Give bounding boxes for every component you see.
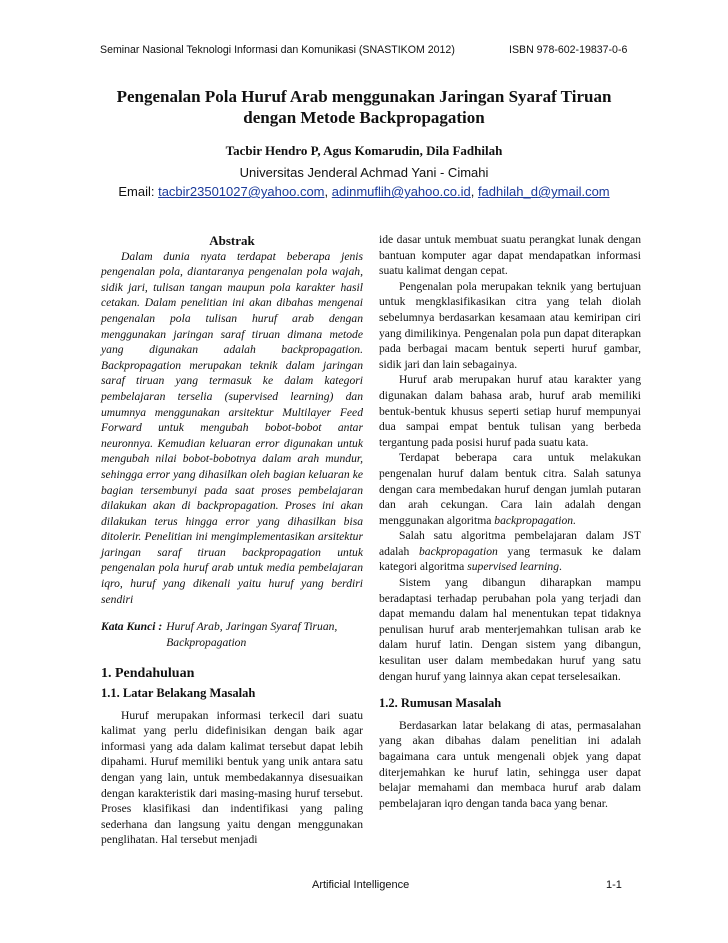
email-line: Email: tacbir23501027@yahoo.com, adinmuflih@yahoo.co.id, fadhilah_d@ymail.com [118,184,610,199]
paragraph-algoritma-jst [379,528,641,575]
paper-title-line-1: Pengenalan Pola Huruf Arab menggunakan Jaringan Syaraf Tiruan [116,87,612,106]
running-header-isbn: ISBN 978-602-19837-0-6 [509,44,628,56]
paragraph-rumusan-masalah: Berdasarkan latar belakang di atas, permasalahan yang akan dibahas dalam penelitian ini adalah bagaimana cara untuk mengenali objek yang dapat diterjemahkan ke huruf latin, sehingga user dapat belajar memahami dan membaca huruf arab dalam pembelajaran iqro dengan tanda baca yang benar. [379,718,641,810]
paragraph-cara-pengenalan [379,450,641,528]
term-supervised-learning: supervised learning [467,560,559,574]
abstract-text: Dalam dunia nyata terdapat beberapa jenis pengenalan pola, diantaranya pengenalan pola wajah, sidik jari, tulisan tangan maupun pola karakter hasil cetakan. Dalam penelitian ini akan dibahas mengenai pengenalan pola tulisan huruf arab dengan menggunakan jaringan saraf tiruan dimana metode yang digunakan adalah backpropagation. Backpropagation merupakan teknik dalam jaringan saraf tiruan yang termasuk ke dalam kategori pembelajaran terselia (supervised learning) dan umumnya menggunakan arsitektur Multilayer Feed Forward untuk mengubah bobot-bobot antar neuronnya. Kemudian keluaran error digunakan untuk mengubah nilai bobot-bobotnya dalam arah mundur, sehingga error yang dihasilkan oleh bagian keluaran ke bagian tersembunyi pada saat proses pembelajaran dilakukan akan di backpropagation. Proses ini akan dilakukan terus hingga error yang dihasilkan bisa ditolerir. Penelitian ini mengimplementasikan arsitektur jaringan saraf tiruan backpropagation untuk pengenalan pola huruf arab untuk media pembelajaran iqro, huruf yang dikenali yaitu huruf yang berdiri sendiri [101,249,363,606]
right-column [379,232,641,811]
author-list: Tacbir Hendro P, Agus Komarudin, Dila Fadhilah [225,143,503,158]
term-backpropagation: backpropagation. [494,513,576,527]
paragraph-continued: ide dasar untuk membuat suatu perangkat lunak dengan bantuan komputer agar dapat mendapatkan informasi suatu kalimat dengan cepat. [379,233,641,278]
paragraph-algoritma-jst-text-1: Salah satu algoritma pembelajaran dalam JST adalah [379,529,641,558]
paragraph-pengenalan-pola: Pengenalan pola merupakan teknik yang bertujuan untuk mengklasifikasikan citra yang telah diolah sebelumnya berdasarkan kesamaan atau kemiripan ciri yang dimilikinya. Pengenalan pola pun dapat diterapkan pada berbagai macam bentuk seperti huruf gambar, sidik jari dan lain sebagainya. [379,279,641,371]
keywords [101,619,363,650]
paper-title-line-2: dengan Metode Backpropagation [243,108,485,127]
paper-title [100,86,628,128]
email-link-1[interactable]: tacbir23501027@yahoo.com [158,184,325,199]
keywords-value: Huruf Arab, Jaringan Syaraf Tiruan, Backpropagation [166,620,338,649]
page-number: 1-1 [606,879,622,891]
paragraph-huruf-arab: Huruf arab merupakan huruf atau karakter yang digunakan dalam bahasa arab, huruf arab memiliki bentuk-bentuk khusus seperti setiap huruf mempunyai dua sampai empat bentuk tulisan yang berbeda tergantung pada posisi huruf pada suatu kata. [379,373,641,449]
paragraph-latar-belakang: Huruf merupakan informasi terkecil dari suatu kalimat yang perlu didefinisikan dengan baik agar informasi yang ada dalam kalimat tersebut dapat lebih dipahami. Huruf memiliki bentuk yang unik antara satu dengan yang lain, untuk membedakannya disesuaikan dengan karakteristik dari masing-masing huruf tersebut. Proses klasifikasi dan indentifikasi yang paling sederhana dan langsung yaitu dengan menggunakan penglihatan. Hal tersebut menjadi [101,708,363,847]
subsection-heading-latar-belakang: 1.1. Latar Belakang Masalah [101,686,256,701]
abstract-heading: Abstrak [209,233,255,248]
term-backpropagation-2: backpropagation [419,544,498,558]
left-column [101,233,363,848]
email-link-3[interactable]: fadhilah_d@ymail.com [477,184,610,199]
affiliation: Universitas Jenderal Achmad Yani - Cimahi [239,165,489,180]
paragraph-algoritma-jst-text-2: yang termasuk ke dalam kategori algoritma [379,544,642,574]
running-header-left: Seminar Nasional Teknologi Informasi dan Komunikasi (SNASTIKOM 2012) [100,44,455,56]
email-link-2[interactable]: adinmuflih@yahoo.co.id [331,184,471,199]
footer-track: Artificial Intelligence [312,879,410,891]
email-label: Email: [118,184,155,199]
paragraph-sistem: Sistem yang dibangun diharapkan mampu beradaptasi terhadap perubahan pola yang terjadi dan dapat memandu dalam hal menentukan tepat tidaknya penulisan huruf arab menterjemahkan tulisan arab ke dalam huruf latin. Dengan sistem yang dibangun, kesulitan user dalam membedakan huruf yang satu dengan huruf yang lainnya akan cepat terselesaikan. [379,576,641,683]
keywords-label: Kata Kunci : [101,620,163,634]
paragraph-algoritma-jst-end: . [559,560,562,574]
paragraph-cara-pengenalan-text: Terdapat beberapa cara untuk melakukan pengenalan huruf dalam bentuk citra. Salah satunya dengan cara membedakan huruf dengan jumlah putaran dan arah cekungan. Cara lain adalah dengan menggunakan algoritma [379,451,641,527]
section-heading-pendahuluan: 1. Pendahuluan [101,666,195,682]
subsection-heading-rumusan-masalah: 1.2. Rumusan Masalah [379,696,502,711]
